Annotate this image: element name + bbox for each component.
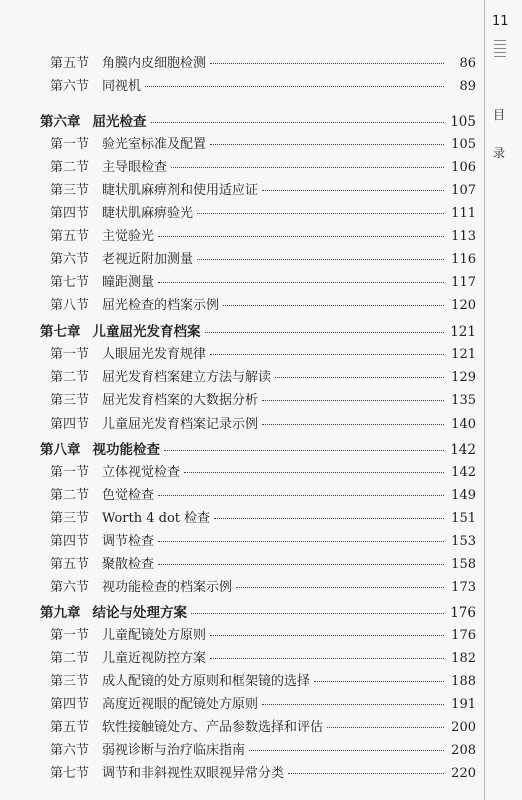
chapter-number: 第七章 <box>40 324 81 340</box>
dot-leader <box>210 635 444 636</box>
dot-leader <box>158 541 444 542</box>
section-number: 第五节 <box>50 720 90 735</box>
section-number: 第二节 <box>50 370 90 385</box>
page-number: 140 <box>451 417 476 432</box>
dot-leader <box>262 190 444 191</box>
dot-leader <box>249 750 444 751</box>
section-title: 睫状肌麻痹验光 <box>102 206 194 221</box>
dot-leader <box>262 704 444 705</box>
toc-section-entry <box>50 179 476 198</box>
page-number: 149 <box>451 488 476 503</box>
dot-leader <box>262 424 444 425</box>
toc-section-entry <box>50 553 476 572</box>
dot-leader <box>197 259 444 260</box>
margin-rule <box>484 0 485 800</box>
dot-leader <box>210 658 444 659</box>
page-number: 173 <box>451 580 476 595</box>
page-number: 107 <box>451 183 476 198</box>
dot-leader <box>275 377 444 378</box>
page-number: 129 <box>451 370 476 385</box>
toc-section-entry <box>50 271 476 290</box>
toc-chapter-entry <box>40 110 476 130</box>
section-number: 第三节 <box>50 183 90 198</box>
section-title: 屈光发育档案的大数据分析 <box>102 393 259 408</box>
toc-section-entry <box>50 75 476 94</box>
chapter-number: 第九章 <box>40 605 81 621</box>
section-title: 瞳距测量 <box>102 275 155 290</box>
toc-section-entry <box>50 484 476 503</box>
toc-section-entry <box>50 576 476 595</box>
section-number: 第六节 <box>50 79 90 94</box>
section-number: 第二节 <box>50 488 90 503</box>
dot-leader <box>210 354 444 355</box>
dot-leader <box>210 144 444 145</box>
toc-section-entry <box>50 693 476 712</box>
section-title: 立体视觉检查 <box>102 465 181 480</box>
section-title: 调节检查 <box>102 534 155 549</box>
section-number: 第三节 <box>50 393 90 408</box>
section-title: 聚散检查 <box>102 557 155 572</box>
page-folio: 11 <box>492 14 509 29</box>
folio-bars <box>494 40 506 60</box>
toc-section-entry <box>50 248 476 267</box>
toc-section-entry <box>50 647 476 666</box>
section-title: 色觉检查 <box>102 488 155 503</box>
dot-leader <box>151 122 445 123</box>
section-number: 第六节 <box>50 743 90 758</box>
section-number: 第一节 <box>50 628 90 643</box>
section-title: 儿童屈光发育档案记录示例 <box>102 417 259 432</box>
dot-leader <box>210 63 444 64</box>
page-number: 153 <box>451 534 476 549</box>
section-number: 第三节 <box>50 511 90 526</box>
section-title: 同视机 <box>102 79 142 94</box>
section-number: 第二节 <box>50 651 90 666</box>
toc-section-entry <box>50 156 476 175</box>
dot-leader <box>214 518 444 519</box>
toc-section-entry <box>50 52 476 71</box>
toc-section-entry <box>50 739 476 758</box>
section-title: 弱视诊断与治疗临床指南 <box>102 743 246 758</box>
section-number: 第五节 <box>50 229 90 244</box>
page-number: 121 <box>451 347 476 362</box>
dot-leader <box>236 587 444 588</box>
section-number: 第二节 <box>50 160 90 175</box>
page-number: 121 <box>450 324 476 340</box>
chapter-title: 结论与处理方案 <box>92 605 187 621</box>
section-title: 人眼屈光发育规律 <box>102 347 207 362</box>
dot-leader <box>145 86 444 87</box>
toc-section-entry <box>50 762 476 781</box>
section-number: 第一节 <box>50 465 90 480</box>
section-number: 第七节 <box>50 766 90 781</box>
section-number: 第四节 <box>50 697 90 712</box>
section-number: 第四节 <box>50 206 90 221</box>
dot-leader <box>191 613 444 614</box>
section-number: 第八节 <box>50 298 90 313</box>
section-title: 老视近附加测量 <box>102 252 194 267</box>
dot-leader <box>184 472 444 473</box>
section-number: 第六节 <box>50 252 90 267</box>
section-title: 主觉验光 <box>102 229 155 244</box>
section-title: 睫状肌麻痹剂和使用适应证 <box>102 183 259 198</box>
section-title: Worth 4 dot 检查 <box>102 511 211 526</box>
toc-section-entry <box>50 389 476 408</box>
toc-section-entry <box>50 343 476 362</box>
toc-section-entry <box>50 670 476 689</box>
section-title: 主导眼检查 <box>102 160 168 175</box>
toc-section-entry <box>50 366 476 385</box>
dot-leader <box>205 332 445 333</box>
toc-section-entry <box>50 530 476 549</box>
section-number: 第四节 <box>50 417 90 432</box>
dot-leader <box>262 400 444 401</box>
side-label-lu: 录 <box>493 146 506 160</box>
toc-chapter-entry <box>40 601 476 621</box>
page-number: 117 <box>451 275 476 290</box>
page-number: 220 <box>451 766 476 781</box>
page-number: 105 <box>450 114 476 130</box>
section-number: 第五节 <box>50 56 90 71</box>
section-title: 儿童近视防控方案 <box>102 651 207 666</box>
page-number: 188 <box>451 674 476 689</box>
section-title: 屈光检查的档案示例 <box>102 298 220 313</box>
section-title: 成人配镜的处方原则和框架镜的选择 <box>102 674 311 689</box>
chapter-title: 屈光检查 <box>92 114 147 130</box>
dot-leader <box>158 495 444 496</box>
section-number: 第六节 <box>50 580 90 595</box>
toc-section-entry <box>50 624 476 643</box>
section-title: 屈光发育档案建立方法与解读 <box>102 370 272 385</box>
toc-section-entry <box>50 413 476 432</box>
chapter-title: 视功能检查 <box>92 442 160 458</box>
page-number: 106 <box>451 160 476 175</box>
dot-leader <box>171 167 444 168</box>
page-number: 111 <box>451 206 476 221</box>
page-number: 191 <box>451 697 476 712</box>
section-number: 第三节 <box>50 674 90 689</box>
dot-leader <box>197 213 444 214</box>
chapter-number: 第六章 <box>40 114 81 130</box>
section-number: 第七节 <box>50 275 90 290</box>
page-number: 200 <box>451 720 476 735</box>
dot-leader <box>314 681 444 682</box>
page-number: 142 <box>450 442 476 458</box>
section-number: 第一节 <box>50 137 90 152</box>
page-number: 120 <box>451 298 476 313</box>
section-title: 视功能检查的档案示例 <box>102 580 233 595</box>
page-number: 151 <box>451 511 476 526</box>
toc-section-entry <box>50 133 476 152</box>
toc-section-entry <box>50 202 476 221</box>
dot-leader <box>288 773 444 774</box>
page-number: 116 <box>451 252 476 267</box>
toc-section-entry <box>50 461 476 480</box>
side-label-mu: 目 <box>493 108 506 122</box>
page-number: 208 <box>451 743 476 758</box>
page-number: 113 <box>451 229 476 244</box>
section-title: 高度近视眼的配镜处方原则 <box>102 697 259 712</box>
dot-leader <box>158 564 444 565</box>
page-number: 86 <box>459 56 476 71</box>
chapter-number: 第八章 <box>40 442 81 458</box>
section-title: 软性接触镜处方、产品参数选择和评估 <box>102 720 324 735</box>
section-title: 角膜内皮细胞检测 <box>102 56 207 71</box>
section-number: 第四节 <box>50 534 90 549</box>
page-number: 89 <box>459 79 476 94</box>
toc-section-entry <box>50 507 476 526</box>
toc-section-entry <box>50 294 476 313</box>
dot-leader <box>327 727 444 728</box>
dot-leader <box>164 450 444 451</box>
dot-leader <box>158 236 444 237</box>
page-number: 105 <box>451 137 476 152</box>
section-title: 验光室标准及配置 <box>102 137 207 152</box>
section-title: 调节和非斜视性双眼视异常分类 <box>102 766 285 781</box>
page-number: 176 <box>450 605 476 621</box>
chapter-title: 儿童屈光发育档案 <box>92 324 201 340</box>
page-number: 142 <box>451 465 476 480</box>
section-number: 第一节 <box>50 347 90 362</box>
dot-leader <box>223 305 444 306</box>
page-number: 158 <box>451 557 476 572</box>
toc-chapter-entry <box>40 438 476 458</box>
dot-leader <box>158 282 444 283</box>
section-title: 儿童配镜处方原则 <box>102 628 207 643</box>
page-number: 176 <box>451 628 476 643</box>
section-number: 第五节 <box>50 557 90 572</box>
page-number: 135 <box>451 393 476 408</box>
toc-chapter-entry <box>40 320 476 340</box>
page-number: 182 <box>451 651 476 666</box>
toc-section-entry <box>50 225 476 244</box>
toc-section-entry <box>50 716 476 735</box>
